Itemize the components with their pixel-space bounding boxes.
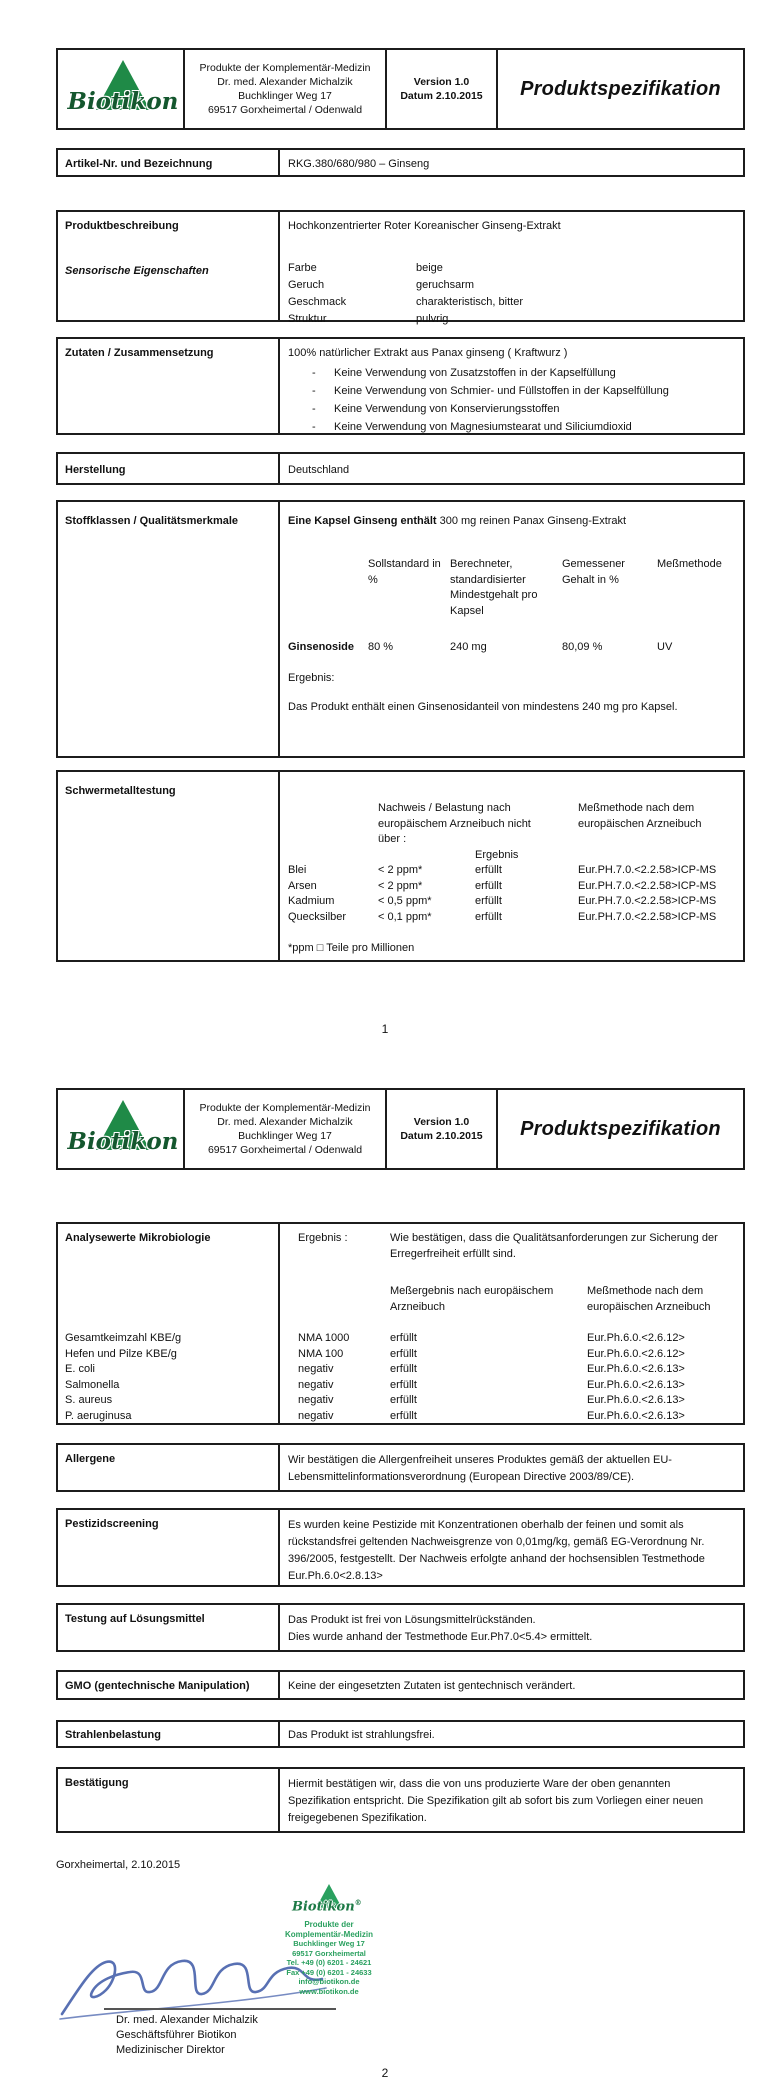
version-date: Datum 2.10.2015 [400, 90, 483, 102]
logo-wordmark: Biotikon [67, 1128, 179, 1155]
metal-name: Blei [288, 864, 307, 876]
metal-method: Eur.PH.7.0.<2.2.58>ICP-MS [578, 864, 717, 876]
zutaten-section [56, 337, 745, 435]
list-item-text: - Keine Verwendung von Konservierungsstoffen [334, 403, 560, 415]
address-line: 69517 Gorxheimertal / Odenwald [207, 1144, 363, 1156]
stoffklassen-table-header [288, 557, 733, 619]
method-column-header: Meßmethode nach dem europäischen Arzneibuch [578, 802, 702, 830]
version-cell [387, 1090, 498, 1168]
signatory-role1: Geschäftsführer Biotikon [116, 2029, 237, 2041]
property-name: Geschmack [288, 296, 347, 308]
organism-result: erfüllt [390, 1378, 417, 1391]
ergebnis-label: Ergebnis : [298, 1232, 348, 1244]
column-header: Sollstandard in % [368, 558, 441, 586]
company-stamp [276, 1884, 382, 1996]
zutaten-intro: 100% natürlicher Extrakt aus Panax ginseng ( Kraftwurz ) [288, 347, 568, 359]
messergebnis-column-header: Meßergebnis nach europäischem Arzneibuch [390, 1285, 554, 1313]
stoffklassen-label: Stoffklassen / Qualitätsmerkmale [58, 502, 280, 756]
list-item-text: - Keine Verwendung von Zusatzstoffen in der Kapselfüllung [334, 367, 616, 379]
produktbeschreibung-value: Hochkonzentrierter Roter Koreanischer Ginseng-Extrakt [288, 220, 561, 232]
stamp-line: info@biotikon.de [298, 1977, 360, 1986]
signature-line [104, 2008, 336, 2010]
sensorische-eigenschaften-label: Sensorische Eigenschaften [65, 265, 209, 277]
substance-name: Ginsenoside [288, 641, 355, 653]
loesungsmittel-section [56, 1603, 745, 1652]
zutaten-list [288, 364, 733, 436]
organism-name: P. aeruginusa [65, 1409, 132, 1422]
version-label: Version 1.0 [413, 1116, 470, 1128]
empty-cell [288, 801, 378, 848]
mikrobiologie-header-row [298, 1284, 733, 1315]
list-item [288, 418, 733, 436]
gemessen-value: 80,09 % [562, 641, 603, 653]
strahlen-label: Strahlenbelastung [58, 1722, 280, 1746]
metal-method: Eur.PH.7.0.<2.2.58>ICP-MS [578, 910, 717, 923]
allergene-section [56, 1443, 745, 1492]
organism-method: Eur.Ph.6.0.<2.6.13> [587, 1409, 685, 1422]
column-header: Meßmethode [657, 558, 722, 570]
list-item [288, 382, 733, 400]
document-title: Produktspezifikation [520, 1117, 721, 1140]
stamp-line: Fax +49 (0) 6201 - 24633 [286, 1967, 372, 1977]
organism-value: negativ [298, 1363, 334, 1375]
produktbeschreibung-section [56, 210, 745, 325]
intro-bold: Eine Kapsel Ginseng enthält [288, 515, 437, 527]
place-date: Gorxheimertal, 2.10.2015 [56, 1859, 181, 1871]
metal-name: Arsen [288, 879, 317, 892]
loesungsmittel-line1: Das Produkt ist frei von Lösungsmittelrückständen. [288, 1614, 536, 1626]
bestaetigung-section [56, 1767, 745, 1833]
bestaetigung-label: Bestätigung [58, 1769, 280, 1831]
address-line: Buchklinger Weg 17 [238, 1130, 332, 1142]
organism-method: Eur.Ph.6.0.<2.6.12> [587, 1332, 685, 1344]
strahlen-text: Das Produkt ist strahlungsfrei. [288, 1729, 435, 1741]
schwermetall-header-row [288, 801, 733, 848]
allergene-text: Wir bestätigen die Allergenfreiheit unseres Produktes gemäß der aktuellen EU-Lebensmittelinformationsverordnung (European Directive 2003/89/CE). [288, 1454, 672, 1483]
list-item [288, 364, 733, 382]
property-row [288, 260, 733, 277]
organism-result: erfüllt [390, 1394, 417, 1406]
ergebnis-text: Das Produkt enthält einen Ginsenosidanteil von mindestens 240 mg pro Kapsel. [288, 700, 678, 713]
metal-result: erfüllt [475, 864, 502, 876]
allergene-label: Allergene [58, 1445, 280, 1490]
stamp-text [276, 1920, 382, 1996]
produktbeschreibung-label: Produktbeschreibung [65, 220, 179, 232]
produktbeschreibung-content [280, 212, 743, 325]
organism-method: Eur.Ph.6.0.<2.6.13> [587, 1394, 685, 1406]
address-line: Dr. med. Alexander Michalzik [217, 76, 353, 88]
property-name: Geruch [288, 279, 325, 291]
pestizid-text: Es wurden keine Pestizide mit Konzentrationen oberhalb der feinen und somit als rückstandsfrei geltenden Nachweisgrenze von 0,01mg/kg, gemäß EG-Verordnung Nr. 396/2005, festgestellt. Der Nachweis erfolgte anhand der hochsensiblen Testmethode Eur.Ph.6.0<2.8.13> [288, 1519, 705, 1582]
stamp-line: Komplementär-Medizin [284, 1929, 373, 1939]
metal-limit: < 0,5 ppm* [378, 895, 432, 907]
property-row [288, 294, 733, 311]
zutaten-content [280, 339, 743, 433]
pestizid-section [56, 1508, 745, 1587]
loesungsmittel-line2: Dies wurde anhand der Testmethode Eur.Ph7.0<5.4> ermittelt. [288, 1631, 593, 1643]
schwermetall-section [56, 770, 745, 962]
stoffklassen-intro [288, 514, 733, 529]
mikrobiologie-label-cell [58, 1224, 280, 1423]
property-row [288, 311, 733, 328]
ergebnis-column-header: Ergebnis [475, 848, 519, 861]
artikel-label: Artikel-Nr. und Bezeichnung [58, 150, 280, 175]
organism-value: negativ [298, 1409, 334, 1422]
address-line: Buchklinger Weg 17 [238, 90, 332, 102]
logo-cell [58, 50, 185, 128]
organism-value: NMA 100 [298, 1347, 344, 1360]
loesungsmittel-label: Testung auf Lösungsmittel [58, 1605, 280, 1650]
logo-cell [58, 1090, 185, 1168]
organism-result: erfüllt [390, 1363, 417, 1375]
empty-cell [578, 848, 733, 864]
address-line: Dr. med. Alexander Michalzik [217, 1116, 353, 1128]
signatory-role2: Medizinischer Direktor [116, 2044, 225, 2056]
biotikon-logo [66, 56, 179, 122]
property-name: Farbe [288, 262, 317, 274]
produktbeschreibung-label-cell [58, 212, 280, 320]
metal-limit: < 2 ppm* [378, 864, 423, 876]
pestizid-label: Pestizidscreening [58, 1510, 280, 1585]
mikrobiologie-content [280, 1224, 743, 1423]
schwermetall-rows [288, 863, 733, 925]
organism-result: erfüllt [390, 1347, 417, 1360]
mikrobiologie-section [56, 1222, 745, 1425]
organism-method: Eur.Ph.6.0.<2.6.13> [587, 1363, 685, 1375]
organism-method: Eur.Ph.6.0.<2.6.13> [587, 1378, 685, 1391]
gmo-section [56, 1670, 745, 1700]
mindestgehalt-value: 240 mg [450, 641, 487, 653]
organism-method: Eur.Ph.6.0.<2.6.12> [587, 1347, 685, 1360]
artikel-value: RKG.380/680/980 – Ginseng [288, 158, 430, 170]
gmo-text: Keine der eingesetzten Zutaten ist gentechnisch verändert. [288, 1680, 576, 1692]
organism-result: erfüllt [390, 1332, 417, 1344]
property-value: beige [416, 262, 443, 274]
mikrobiologie-rows [298, 1331, 733, 1424]
schwermetall-label: Schwermetalltestung [58, 772, 280, 960]
messmethode-column-header: Meßmethode nach dem europäischen Arzneibuch [587, 1285, 711, 1313]
schwermetall-subheader-row [288, 848, 733, 864]
metal-result: erfüllt [475, 910, 502, 923]
stamp-line: Tel. +49 (0) 6201 - 24621 [286, 1958, 372, 1967]
organism-name: S. aureus [65, 1394, 113, 1406]
column-header: Berechneter, standardisierter Mindestgehalt pro Kapsel [450, 558, 538, 617]
herstellung-label: Herstellung [58, 454, 280, 483]
mikrobiologie-ergebnis-row [298, 1231, 733, 1262]
gmo-label: GMO (gentechnische Manipulation) [58, 1672, 280, 1698]
sensory-properties [288, 260, 733, 328]
empty-cell [378, 848, 475, 864]
metal-limit: < 2 ppm* [378, 879, 423, 892]
property-row [288, 277, 733, 294]
stoffklassen-content [280, 502, 743, 756]
herstellung-value: Deutschland [288, 464, 350, 476]
biotikon-logo [66, 1096, 179, 1162]
limit-column-header: Nachweis / Belastung nach europäischem Arzneibuch nicht über : [378, 802, 531, 845]
strahlen-section [56, 1720, 745, 1748]
company-address-cell [185, 1090, 387, 1168]
version-date: Datum 2.10.2015 [400, 1130, 483, 1142]
intro-rest: 300 mg reinen Panax Ginseng-Extrakt [439, 515, 627, 527]
title-cell [498, 50, 743, 128]
stoffklassen-section [56, 500, 745, 758]
methode-value: UV [657, 641, 673, 653]
metal-method: Eur.PH.7.0.<2.2.58>ICP-MS [578, 879, 717, 892]
herstellung-section [56, 452, 745, 485]
metal-result: erfüllt [475, 895, 502, 907]
version-cell [387, 50, 498, 128]
list-item-text: - Keine Verwendung von Magnesiumstearat und Siliciumdioxid [334, 421, 632, 433]
document-title: Produktspezifikation [520, 77, 721, 100]
organism-value: negativ [298, 1378, 334, 1391]
zutaten-label: Zutaten / Zusammensetzung [58, 339, 280, 433]
organism-list [65, 1331, 270, 1424]
page2-number: 2 [381, 2066, 389, 2080]
ergebnis-text: Wie bestätigen, dass die Qualitätsanforderungen zur Sicherung der Erregerfreiheit erfüllt sind. [390, 1232, 718, 1260]
mikrobiologie-label: Analysewerte Mikrobiologie [65, 1232, 211, 1244]
registered-mark: ® [354, 1898, 362, 1907]
ppm-footnote: *ppm □ Teile pro Millionen [288, 942, 415, 954]
metal-name: Quecksilber [288, 910, 347, 923]
metal-limit: < 0,1 ppm* [378, 910, 432, 923]
logo-wordmark: Biotikon [67, 88, 179, 115]
organism-name: Salmonella [65, 1378, 120, 1391]
address-line: 69517 Gorxheimertal / Odenwald [207, 104, 363, 116]
stamp-line: Produkte der [304, 1920, 354, 1929]
stamp-line: 69517 Gorxheimertal [292, 1948, 366, 1958]
bestaetigung-text: Hiermit bestätigen wir, dass die von uns produzierte Ware der oben genannten Spezifikation entspricht. Die Spezifikation gilt ab sofort bis zum Vorliegen einer neuen freigegebenen Spezifikation. [288, 1778, 704, 1824]
signatory-name: Dr. med. Alexander Michalzik [116, 2014, 258, 2026]
title-cell [498, 1090, 743, 1168]
empty-cell [288, 557, 368, 619]
stamp-line: Buchklinger Weg 17 [293, 1939, 365, 1948]
signatory-block [116, 2013, 258, 2058]
metal-result: erfüllt [475, 879, 502, 892]
property-value: pulvrig [416, 313, 449, 325]
property-name: Struktur [288, 313, 327, 325]
stamp-line: www.biotikon.de [299, 1986, 359, 1996]
organism-value: NMA 1000 [298, 1332, 350, 1344]
column-header: Gemessener Gehalt in % [562, 558, 625, 586]
version-label: Version 1.0 [413, 76, 470, 88]
empty-cell [288, 848, 378, 864]
organism-name: Gesamtkeimzahl KBE/g [65, 1332, 182, 1344]
stoffklassen-data-row [288, 640, 733, 656]
stamp-wordmark [292, 1898, 362, 1914]
organism-value: negativ [298, 1394, 334, 1406]
list-item [288, 400, 733, 418]
organism-name: Hefen und Pilze KBE/g [65, 1347, 177, 1360]
property-value: geruchsarm [416, 279, 475, 291]
artikel-section [56, 148, 745, 177]
soll-value: 80 % [368, 641, 394, 653]
stamp-logo [276, 1884, 382, 1920]
metal-name: Kadmium [288, 895, 335, 907]
loesungsmittel-text [280, 1605, 743, 1650]
page1-number: 1 [381, 1022, 389, 1036]
schwermetall-content [280, 772, 743, 960]
metal-method: Eur.PH.7.0.<2.2.58>ICP-MS [578, 895, 717, 907]
address-line: Produkte der Komplementär-Medizin [199, 62, 371, 74]
property-value: charakteristisch, bitter [416, 296, 523, 308]
company-address-cell [185, 50, 387, 128]
empty-cell [298, 1284, 390, 1315]
page2-header-table [56, 1088, 745, 1170]
ergebnis-label: Ergebnis: [288, 671, 335, 684]
address-line: Produkte der Komplementär-Medizin [199, 1102, 371, 1114]
page1-header-table [56, 48, 745, 130]
organism-result: erfüllt [390, 1409, 417, 1422]
list-item-text: - Keine Verwendung von Schmier- und Füllstoffen in der Kapselfüllung [334, 385, 669, 397]
stamp-wordmark-text: Biotikon [292, 1899, 355, 1915]
organism-name: E. coli [65, 1363, 95, 1375]
